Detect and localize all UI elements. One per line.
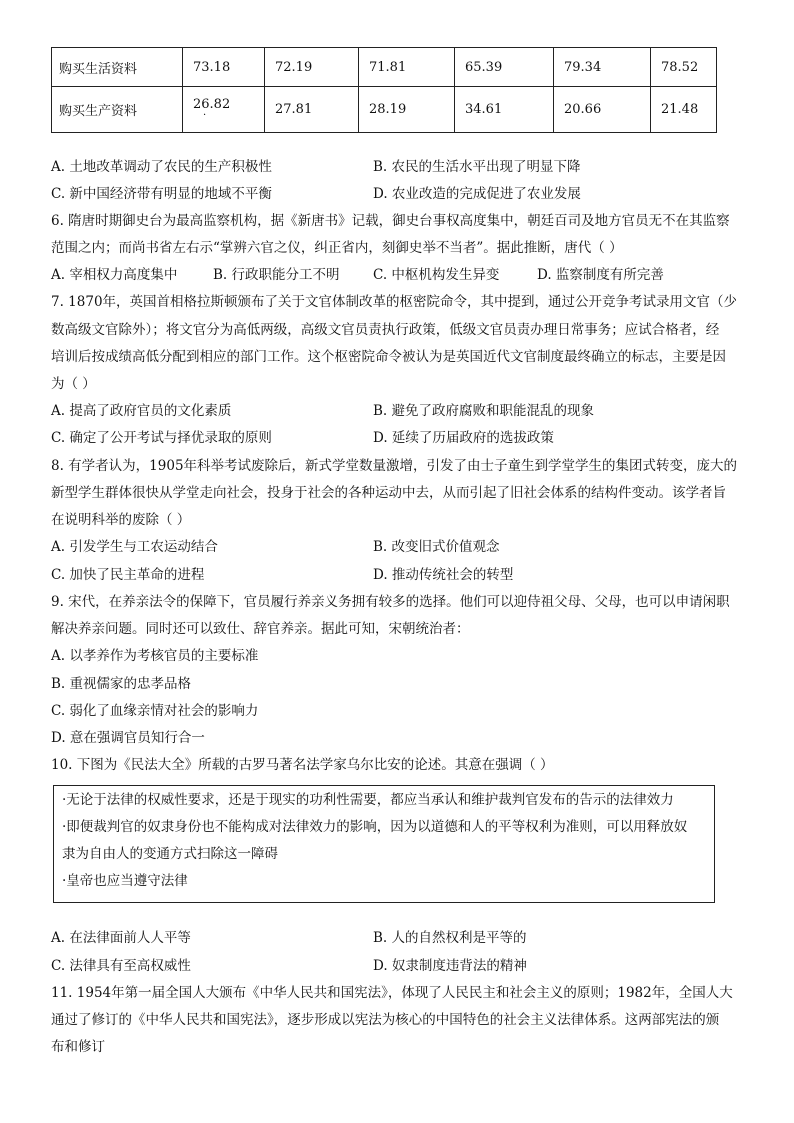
q9-option-c: C. 弱化了血缘亲情对社会的影响力 bbox=[51, 703, 259, 719]
q8-stem-line1: 8. 有学者认为，1905年科举考试废除后，新式学堂数量激增，引发了由士子童生到学堂学生的集团式转变，庞大的 bbox=[51, 458, 738, 474]
q6-option-d: D. 监察制度有所完善 bbox=[537, 267, 664, 283]
quote-line: ·无论于法律的权威性要求，还是于现实的功利性需要，都应当承认和维护裁判官发布的告示的法律效力 bbox=[62, 792, 674, 808]
q7-option-c: C. 确定了公开考试与择优录取的原则 bbox=[51, 430, 272, 446]
row-label: 购买生活资料 bbox=[52, 48, 183, 87]
q9-option-d: D. 意在强调官员知行合一 bbox=[51, 730, 205, 746]
q5-option-a: A. 土地改革调动了农民的生产积极性 bbox=[51, 159, 272, 175]
table-cell: 73.18 bbox=[183, 48, 265, 87]
q7-stem-line3: 培训后按成绩高低分配到相应的部门工作。这个枢密院命令被认为是英国近代文官制度最终确立的标志，主要是因 bbox=[51, 349, 726, 365]
q9-option-a: A. 以孝养作为考核官员的主要标准 bbox=[51, 648, 259, 664]
q8-option-c: C. 加快了民主革命的进程 bbox=[51, 567, 205, 583]
q6-option-b: B. 行政职能分工不明 bbox=[213, 267, 340, 283]
q9-stem-line2: 解决养亲问题。同时还可以致仕、辞官养亲。据此可知，宋朝统治者： bbox=[51, 621, 470, 637]
quote-line: ·即便裁判官的奴隶身份也不能构成对法律效力的影响，因为以道德和人的平等权利为准则，可以用释放奴 bbox=[62, 819, 688, 835]
table-row bbox=[52, 48, 717, 87]
q8-stem-line2: 新型学生群体很快从学堂走向社会，投身于社会的各种运动中去，从而引起了旧社会体系的结构件变动。该学者旨 bbox=[51, 485, 726, 501]
q9-option-b: B. 重视儒家的忠孝品格 bbox=[51, 676, 192, 692]
q11-stem-line1: 11. 1954年第一届全国人大颁布《中华人民共和国宪法》，体现了人民民主和社会主义的原则；1982年，全国人大 bbox=[51, 985, 733, 1001]
table-cell: 26.82 · bbox=[183, 87, 265, 133]
q5-option-d: D. 农业改造的完成促进了农业发展 bbox=[373, 186, 581, 202]
row-label: 购买生产资料 bbox=[52, 87, 183, 133]
table-cell: 34.61 bbox=[455, 87, 554, 133]
table-cell: 78.52 bbox=[651, 48, 717, 87]
q5-option-b: B. 农民的生活水平出现了明显下降 bbox=[373, 159, 581, 175]
quote-box bbox=[53, 785, 715, 903]
q11-stem-line3: 布和修订 bbox=[51, 1039, 105, 1055]
q9-stem-line1: 9. 宋代，在养亲法令的保障下，官员履行养亲义务拥有较多的选择。他们可以迎侍祖父母、父母，也可以申请闲职 bbox=[51, 594, 730, 610]
q6-stem-line1: 6. 隋唐时期御史台为最高监察机构，据《新唐书》记载，御史台事权高度集中，朝廷百司及地方官员无不在其监察 bbox=[51, 213, 730, 229]
quote-line: 隶为自由人的变通方式扫除这一障碍 bbox=[62, 846, 278, 862]
table-cell: 72.19 bbox=[265, 48, 359, 87]
q6-stem-line2: 范围之内；而尚书省左右示“掌辨六官之仪，纠正省内，刻御史举不当者”。据此推断，唐代（ ） bbox=[51, 240, 623, 256]
q10-stem: 10. 下图为《民法大全》所载的古罗马著名法学家乌尔比安的论述。其意在强调（ ） bbox=[51, 757, 554, 773]
table-cell: 21.48 bbox=[651, 87, 717, 133]
q10-option-c: C. 法律具有至高权威性 bbox=[51, 958, 191, 974]
q8-option-d: D. 推动传统社会的转型 bbox=[373, 567, 514, 583]
q7-option-d: D. 延续了历届政府的选拔政策 bbox=[373, 430, 554, 446]
q10-option-d: D. 奴隶制度违背法的精神 bbox=[373, 958, 527, 974]
quote-line: ·皇帝也应当遵守法律 bbox=[62, 873, 188, 889]
q7-stem-line2: 数高级文官除外）；将文官分为高低两级，高级文官员责执行政策，低级文官员责办理日常事务；应试合格者，经 bbox=[51, 322, 720, 338]
table-cell: 79.34 bbox=[554, 48, 651, 87]
q6-option-a: A. 宰相权力高度集中 bbox=[51, 267, 178, 283]
q10-option-b: B. 人的自然权利是平等的 bbox=[373, 930, 527, 946]
q8-option-b: B. 改变旧式价值观念 bbox=[373, 539, 500, 555]
table-row bbox=[52, 87, 717, 133]
q11-stem-line2: 通过了修订的《中华人民共和国宪法》，逐步形成以宪法为核心的中国特色的社会主义法律体系。这两部宪法的颁 bbox=[51, 1012, 720, 1028]
data-table bbox=[51, 47, 717, 133]
q6-option-c: C. 中枢机构发生异变 bbox=[373, 267, 500, 283]
cell-value: 26.82 bbox=[193, 96, 231, 112]
q7-stem-line4: 为（ ） bbox=[51, 376, 96, 392]
table-cell: 27.81 bbox=[265, 87, 359, 133]
q7-stem-line1: 7. 1870年，英国首相格拉斯顿颁布了关于文官体制改革的枢密院命令，其中提到，通过公开竞争考试录用文官（少 bbox=[51, 294, 738, 310]
table-cell: 65.39 bbox=[455, 48, 554, 87]
q10-option-a: A. 在法律面前人人平等 bbox=[51, 930, 191, 946]
q7-option-b: B. 避免了政府腐败和职能混乱的现象 bbox=[373, 403, 595, 419]
table-cell: 28.19 bbox=[359, 87, 455, 133]
table-cell: 20.66 bbox=[554, 87, 651, 133]
q8-option-a: A. 引发学生与工农运动结合 bbox=[51, 539, 218, 555]
q5-option-c: C. 新中国经济带有明显的地域不平衡 bbox=[51, 186, 272, 202]
q7-option-a: A. 提高了政府官员的文化素质 bbox=[51, 403, 232, 419]
q8-stem-line3: 在说明科举的废除（ ） bbox=[51, 512, 191, 528]
table-cell: 71.81 bbox=[359, 48, 455, 87]
